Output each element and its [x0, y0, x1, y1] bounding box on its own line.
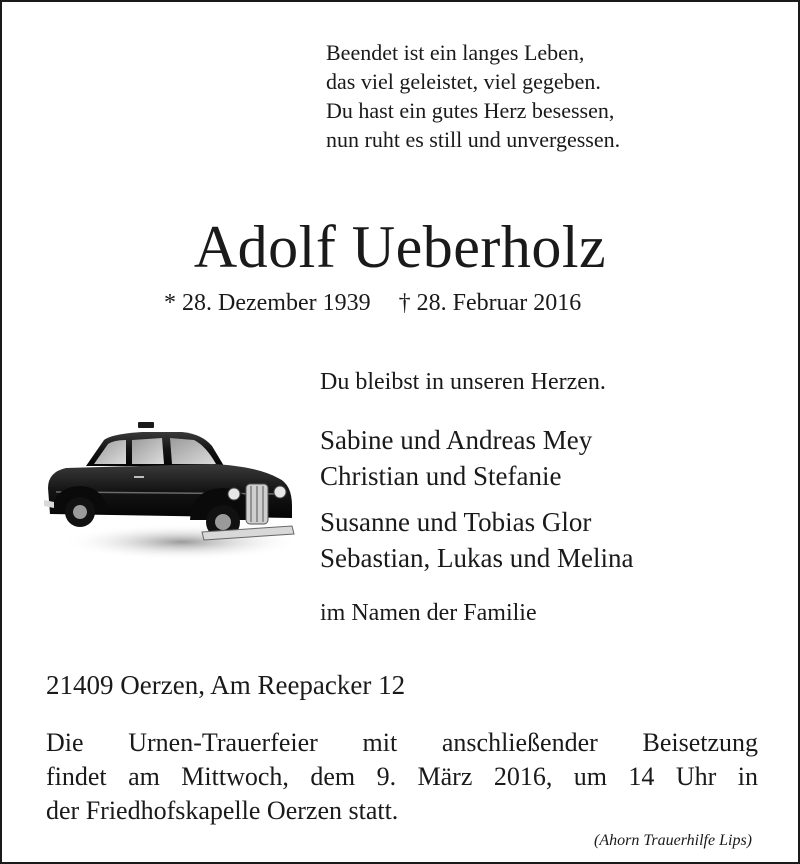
family-list — [320, 422, 633, 576]
poem-line: Du hast ein gutes Herz besessen, — [326, 98, 615, 123]
ceremony-line: Die Urnen-Trauerfeier mit anschließender Beisetzung — [46, 728, 758, 757]
ceremony-text — [46, 726, 758, 828]
family-member: Sebastian, Lukas und Melina — [320, 543, 634, 573]
poem — [326, 38, 620, 154]
vintage-car-icon — [42, 414, 298, 564]
family-member: Christian und Stefanie — [320, 461, 562, 491]
death-date: † 28. Februar 2016 — [398, 290, 582, 316]
ceremony-line: der Friedhofskapelle Oerzen statt. — [46, 796, 399, 825]
family-member: Susanne und Tobias Glor — [320, 507, 592, 537]
poem-line: das viel geleistet, viel gegeben. — [326, 69, 601, 94]
deceased-name: Adolf Ueberholz — [193, 214, 607, 280]
family-signoff: im Namen der Familie — [320, 600, 537, 626]
funeral-home-credit: (Ahorn Trauerhilfe Lips) — [594, 832, 752, 849]
poem-line: nun ruht es still und unvergessen. — [326, 127, 621, 152]
ceremony-line: findet am Mittwoch, dem 9. März 2016, um 14 Uhr in — [46, 762, 758, 791]
life-dates — [164, 288, 581, 318]
family-member: Sabine und Andreas Mey — [320, 425, 593, 455]
tagline: Du bleibst in unseren Herzen. — [320, 369, 606, 395]
poem-line: Beendet ist ein langes Leben, — [326, 40, 585, 65]
birth-date: * 28. Dezember 1939 — [164, 290, 371, 316]
address: 21409 Oerzen, Am Reepacker 12 — [46, 670, 406, 700]
